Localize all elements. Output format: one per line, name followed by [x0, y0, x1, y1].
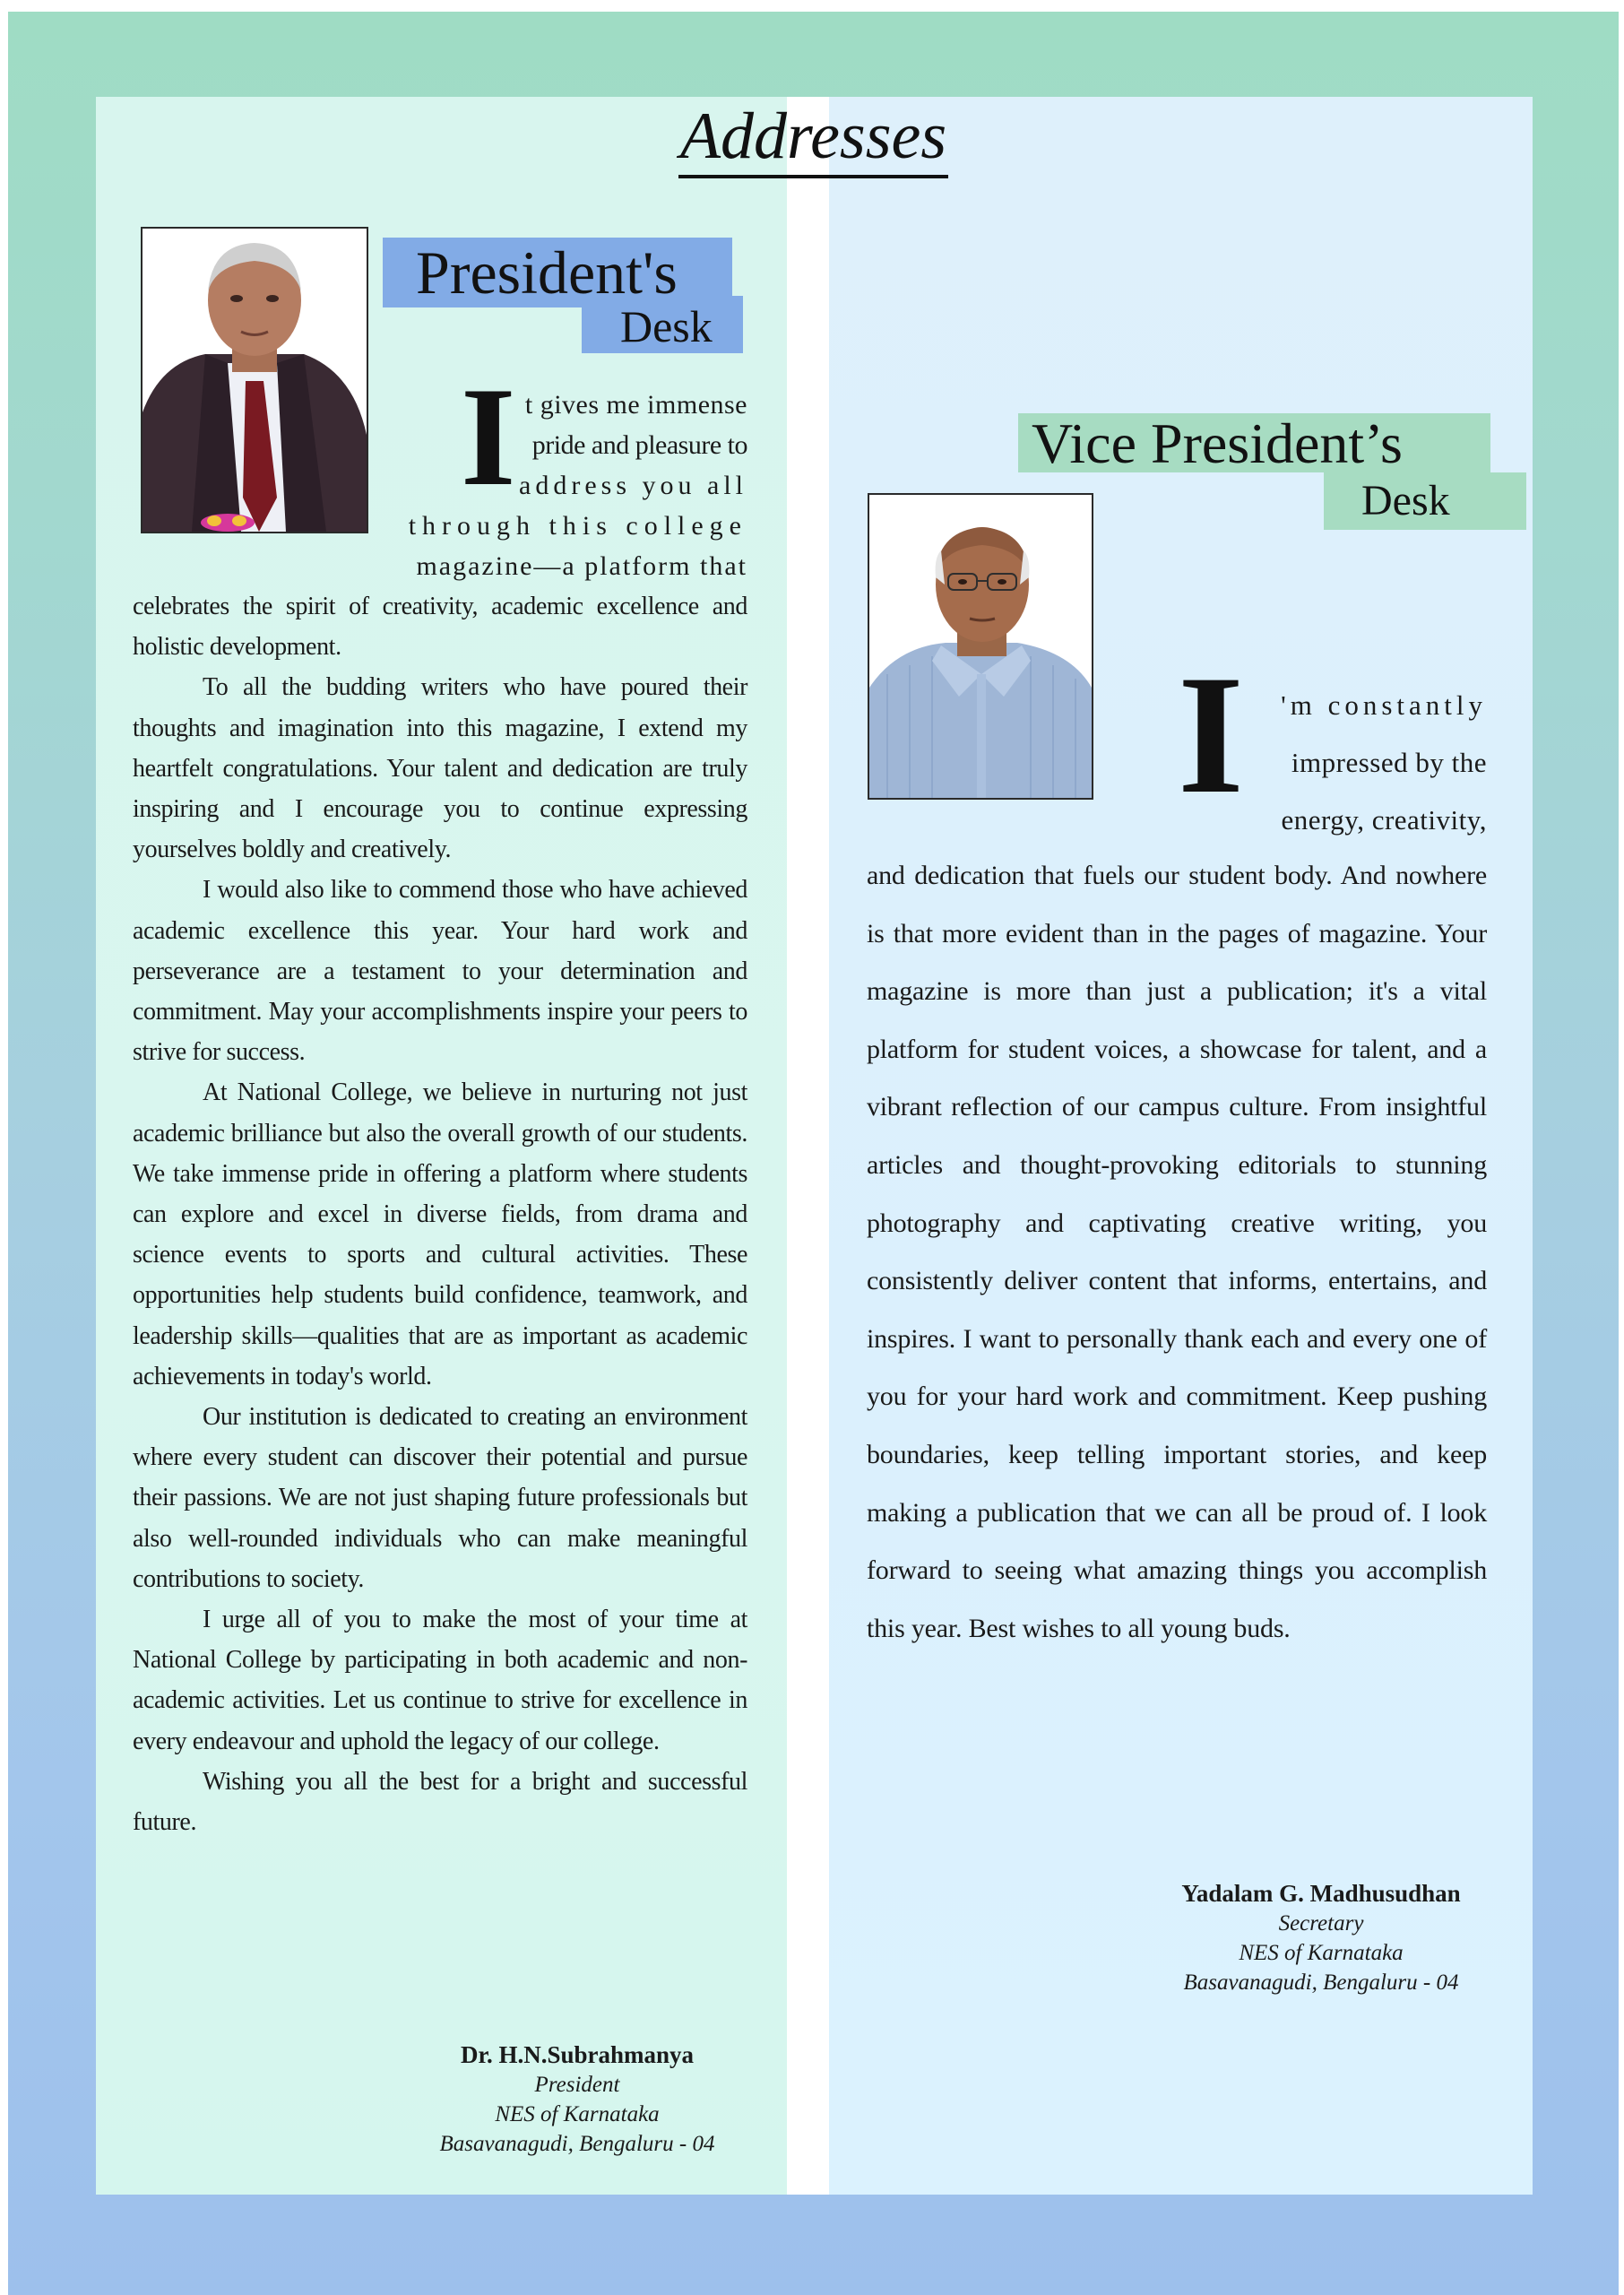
president-intro-line: magazine—a platform that [416, 551, 747, 581]
president-paragraph: Our institution is dedicated to creating an environment where every student can discover their potential and pursue their passions. We are not just shaping future professionals but also well-rounded individuals who can make meaningful contributions to society. [133, 1403, 747, 1593]
president-intro-continuation: celebrates the spirit of creativity, academic excellence and holistic development. [133, 593, 747, 662]
page-title [8, 100, 1619, 173]
president-intro-line: through this college [408, 511, 747, 541]
president-portrait-icon [143, 229, 367, 532]
president-place: Basavanagudi, Bengaluru - 04 [439, 2132, 715, 2156]
vice-president-photo [868, 493, 1093, 800]
president-paragraph: Wishing you all the best for a bright and successful future. [133, 1767, 747, 1837]
vice-president-heading-line2: Desk [1361, 477, 1450, 524]
president-paragraph: I urge all of you to make the most of your time at National College by participating in both academic and non-academic activities. Let us continue to strive for excellence in every endeavour and uphold the legacy of our college. [133, 1606, 747, 1755]
president-intro-wide [384, 506, 747, 586]
vice-president-body [867, 847, 1487, 1658]
center-gutter [787, 97, 829, 2195]
vice-president-intro-line: 'm constantly [1281, 689, 1487, 721]
vice-president-portrait-icon [869, 495, 1092, 798]
president-role: President [534, 2073, 620, 2097]
vice-president-name: Yadalam G. Madhusudhan [1181, 1880, 1461, 1907]
vice-president-paragraph: and dedication that fuels our student body. And nowhere is that more evident than in the pages of magazine. Your magazine is more than just a publication; it's a vital platform for student voices, a showcase for talent, and a vibrant reflection of our campus culture. From insightful articles and thought-provoking editorials to stunning photography and captivating creative writing, you consistently deliver content that informs, entertains, and inspires. I want to personally thank each and every one of you for your hard work and commitment. Keep pushing boundaries, keep telling important stories, and keep making a publication that we can all be proud of. I look forward to seeing what amazing things you accomplish this year. Best wishes to all young buds. [867, 861, 1487, 1643]
president-signature [429, 2040, 725, 2159]
president-body [133, 586, 747, 1842]
president-intro-line: pride and pleasure to [531, 430, 747, 460]
president-intro-line: t gives me immense [524, 390, 747, 420]
vice-president-intro-line: energy, creativity, [1281, 804, 1487, 836]
president-org: NES of Karnataka [495, 2102, 660, 2126]
president-paragraph: To all the budding writers who have poured their thoughts and imagination into this magazine, I extend my heartfelt congratulations. Your talent and dedication are truly inspiring and I encourage you to continue expressing yourselves boldly and creatively. [133, 673, 747, 864]
vice-president-org: NES of Karnataka [1239, 1941, 1404, 1965]
president-name: Dr. H.N.Subrahmanya [460, 2041, 695, 2068]
vice-president-place: Basavanagudi, Bengaluru - 04 [1183, 1970, 1459, 1995]
vice-president-intro-line: impressed by the [1291, 747, 1487, 778]
vice-president-intro [1240, 677, 1487, 849]
president-paragraph: I would also like to commend those who have achieved academic excellence this year. Your hard work and perseverance are a testament to your determination and commitment. May your accomplishments inspire your peers to strive for success. [133, 876, 747, 1067]
president-heading-line1: President's [416, 238, 678, 307]
president-intro [505, 385, 747, 506]
vice-president-role: Secretary [1278, 1911, 1364, 1936]
page-title-text: Addresses [678, 100, 948, 178]
president-photo [141, 227, 368, 533]
magazine-page [8, 12, 1619, 2295]
vice-president-signature [1151, 1878, 1491, 1997]
president-intro-line: address you all [519, 471, 747, 500]
president-heading-line2: Desk [620, 301, 713, 351]
president-dropcap: I [461, 359, 516, 515]
president-paragraph: At National College, we believe in nurturing not just academic brilliance but also the overall growth of our students. We take immense pride in offering a platform where students can explore and excel in diverse fields, from drama and science events to sports and cultural activities. These opportunities help students build confidence, teamwork, and leadership skills—qualities that are as important as academic achievements in today's world. [133, 1078, 747, 1390]
vice-president-heading-line1: Vice President’s [1032, 411, 1403, 475]
vice-president-dropcap: I [1178, 641, 1244, 829]
